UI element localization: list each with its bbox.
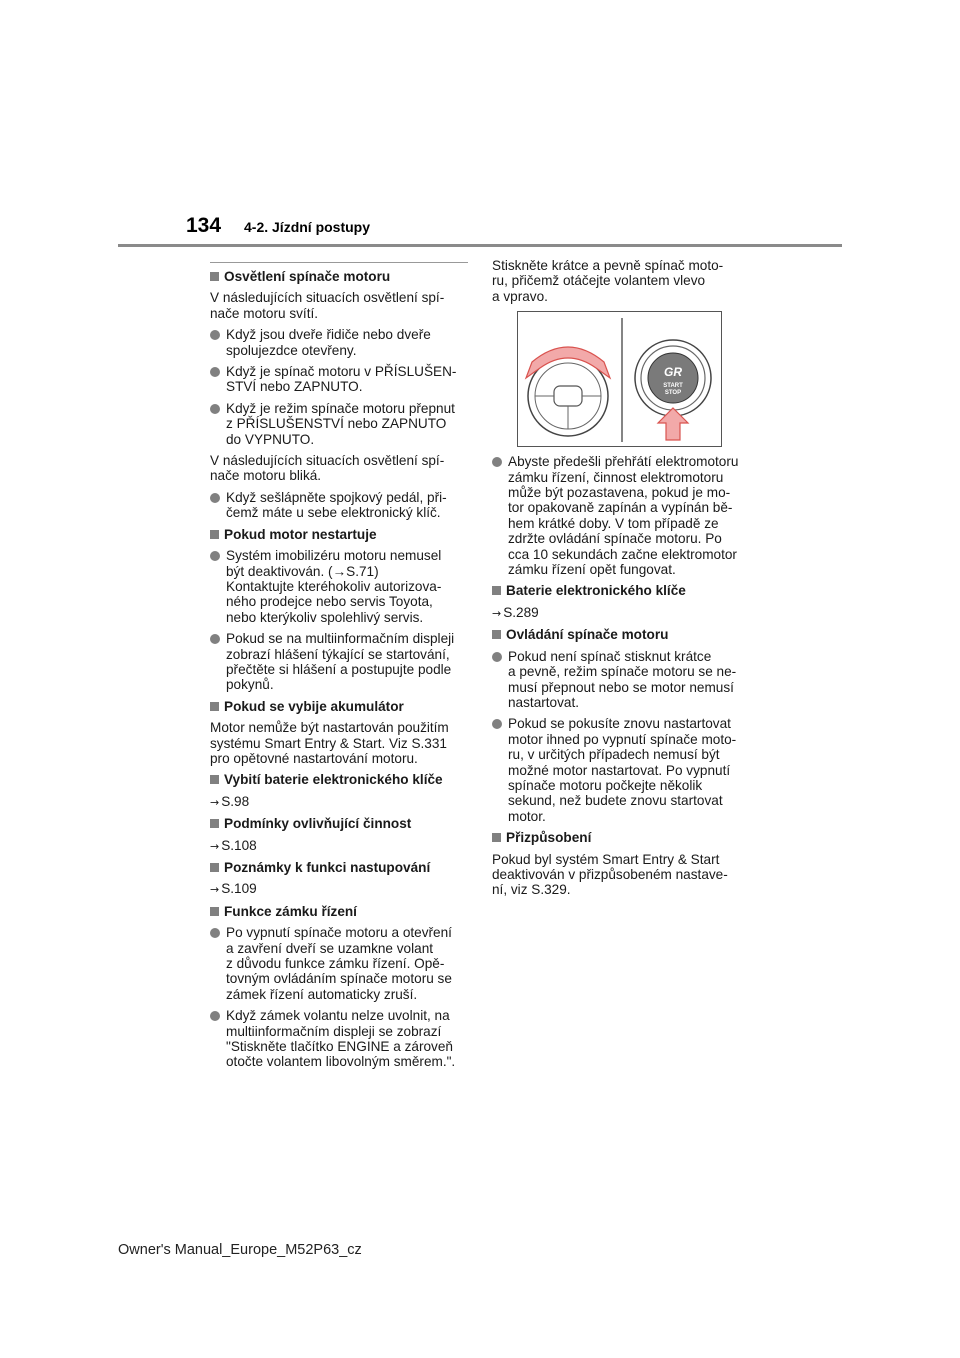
page-reference-text: S.109 — [221, 881, 257, 897]
round-bullet-icon — [492, 719, 502, 729]
section-title: 4-2. Jízdní postupy — [244, 219, 371, 235]
bullet-text: Pokud se pokusíte znovu nastartovat motor ihned po vypnutí spínače moto- ru, v určitých případech nemusí být možné motor nastartovat. Po vypnutí spínače motoru počkejte několik sekund, než budete znovu startovat motor. — [508, 716, 737, 824]
round-bullet-icon — [210, 404, 220, 414]
round-bullet-icon — [210, 1011, 220, 1021]
subheading-text: Funkce zámku řízení — [224, 903, 357, 919]
round-bullet-icon — [492, 457, 502, 467]
reference-arrow-icon: → — [492, 606, 502, 620]
subheading — [210, 816, 472, 831]
round-bullet-icon — [210, 493, 220, 503]
header-rule — [118, 244, 842, 247]
bullet-text: Když je spínač motoru v PŘÍSLUŠEN- STVÍ nebo ZAPNUTO. — [226, 364, 457, 395]
subheading — [210, 527, 472, 542]
svg-text:STOP: STOP — [664, 390, 682, 397]
bullet-text: Když jsou dveře řidiče nebo dveře spolujezdce otevřeny. — [226, 327, 431, 358]
bullet-item — [492, 454, 754, 577]
round-bullet-icon — [210, 928, 220, 938]
page-reference-text: S.98 — [221, 793, 250, 809]
bullet-item — [210, 401, 472, 447]
square-bullet-icon — [210, 819, 219, 828]
subheading-text: Baterie elektronického klíče — [506, 583, 686, 599]
bullet-text: Když je režim spínače motoru přepnut z PŘÍSLUŠENSTVÍ nebo ZAPNUTO do VYPNUTO. — [226, 400, 455, 447]
column-top-rule — [210, 262, 468, 263]
bullet-item — [210, 364, 472, 395]
square-bullet-icon — [492, 833, 501, 842]
square-bullet-icon — [210, 907, 219, 916]
subheading — [210, 904, 472, 919]
bullet-text: Po vypnutí spínače motoru a otevření a zavření dveří se uzamkne volant z důvodu funkce zámku řízení. Opě- tovným ovládáním spínače motoru se zámek řízení automaticky zruší. — [226, 925, 452, 1002]
press-arrow-icon — [658, 408, 688, 440]
subheading-text: Ovládání spínače motoru — [506, 627, 669, 643]
page-reference — [210, 838, 472, 854]
page-reference-text: S.108 — [221, 837, 257, 853]
square-bullet-icon — [210, 775, 219, 784]
page-reference — [210, 794, 472, 810]
subheading — [210, 699, 472, 714]
bullet-text: Pokud se na multiinformačním displeji zobrazí hlášení týkající se startování, přečtěte si hlášení a postupujte podle pokynů. — [226, 631, 455, 693]
square-bullet-icon — [210, 702, 219, 711]
subheading-text: Vybití baterie elektronického klíče — [224, 772, 443, 788]
bullet-item — [210, 631, 472, 693]
paragraph: Stiskněte krátce a pevně spínač moto- ru, přičemž otáčejte volantem vlevo a vpravo. — [492, 258, 724, 304]
subheading-text: Přizpůsobení — [506, 830, 592, 846]
page-reference-text: S.289 — [503, 604, 539, 620]
round-bullet-icon — [210, 367, 220, 377]
page-reference — [210, 881, 472, 897]
square-bullet-icon — [210, 863, 219, 872]
subheading — [210, 772, 472, 787]
left-column — [210, 269, 472, 1076]
subheading — [210, 860, 472, 875]
bullet-text: Když zámek volantu nelze uvolnit, na multiinformačním displeji se zobrazí "Stiskněte tlačítko ENGINE a zároveň otočte volantem libovolným směrem.". — [226, 1008, 456, 1070]
square-bullet-icon — [210, 272, 219, 281]
subheading-text: Osvětlení spínače motoru — [224, 269, 391, 284]
illustration-svg — [518, 312, 723, 448]
subheading — [492, 583, 754, 598]
bullet-text: Když sešlápněte spojkový pedál, při- čemž máte u sebe elektronický klíč. — [226, 489, 447, 521]
svg-text:START: START — [663, 383, 683, 390]
right-column — [492, 258, 754, 904]
steering-start-button-illustration — [517, 311, 722, 447]
paragraph: Pokud byl systém Smart Entry & Start deaktivován v přizpůsobeném nastave- ní, viz S.329. — [492, 851, 728, 898]
subheading-text: Poznámky k funkci nastupování — [224, 860, 431, 875]
subheading-text: Pokud motor nestartuje — [224, 526, 377, 542]
paragraph: V následujících situacích osvětlení spí- nače motoru svítí. — [210, 290, 445, 321]
reference-arrow-icon: → — [210, 795, 220, 809]
bullet-item — [210, 548, 472, 625]
round-bullet-icon — [492, 652, 502, 662]
subheading — [492, 627, 754, 642]
subheading-text: Pokud se vybije akumulátor — [224, 698, 404, 714]
page-reference — [492, 605, 754, 621]
bullet-text: Abyste předešli přehřátí elektromotoru zámku řízení, činnost elektromotoru může být pozastavena, pokud je mo- tor opakovaně zapínán a vypínán bě- hem krátké doby. V tom případě ze zdržte ovládání spínače motoru. Po cca 10 sekundách začne elektromotor zámku řízení opět fungovat. — [508, 454, 739, 578]
square-bullet-icon — [210, 530, 219, 539]
subheading — [210, 269, 472, 284]
paragraph: Motor nemůže být nastartován použitím systému Smart Entry & Start. Viz S.331 pro opětovné nastartování motoru. — [210, 720, 449, 766]
page-number: 134 — [186, 214, 222, 237]
round-bullet-icon — [210, 551, 220, 561]
subheading — [492, 830, 754, 845]
bullet-item — [210, 1008, 472, 1070]
bullet-item — [210, 490, 472, 521]
paragraph: V následujících situacích osvětlení spí- nače motoru bliká. — [210, 453, 445, 484]
bullet-item — [492, 649, 754, 711]
subheading-text: Podmínky ovlivňující činnost — [224, 816, 412, 832]
reference-arrow-icon: → — [210, 883, 220, 897]
bullet-text: Pokud není spínač stisknut krátce a pevně, režim spínače motoru se ne- musí přepnout nebo se motor nemusí nastartovat. — [508, 648, 737, 710]
svg-text:GR: GR — [664, 365, 682, 380]
square-bullet-icon — [492, 630, 501, 639]
round-bullet-icon — [210, 330, 220, 340]
round-bullet-icon — [210, 634, 220, 644]
footer-manual-id: Owner's Manual_Europe_M52P63_cz — [118, 1242, 362, 1258]
start-stop-button-icon — [635, 340, 711, 416]
reference-arrow-icon: → — [210, 839, 220, 853]
bullet-item — [492, 716, 754, 824]
bullet-item — [210, 925, 472, 1002]
bullet-text: Systém imobilizéru motoru nemusel být deaktivován. (→S.71) Kontaktujte kteréhokoliv autorizova- ného prodejce nebo servis Toyota, nebo kterýkoliv spolehlivý servis. — [226, 548, 442, 625]
bullet-item — [210, 327, 472, 358]
square-bullet-icon — [492, 586, 501, 595]
